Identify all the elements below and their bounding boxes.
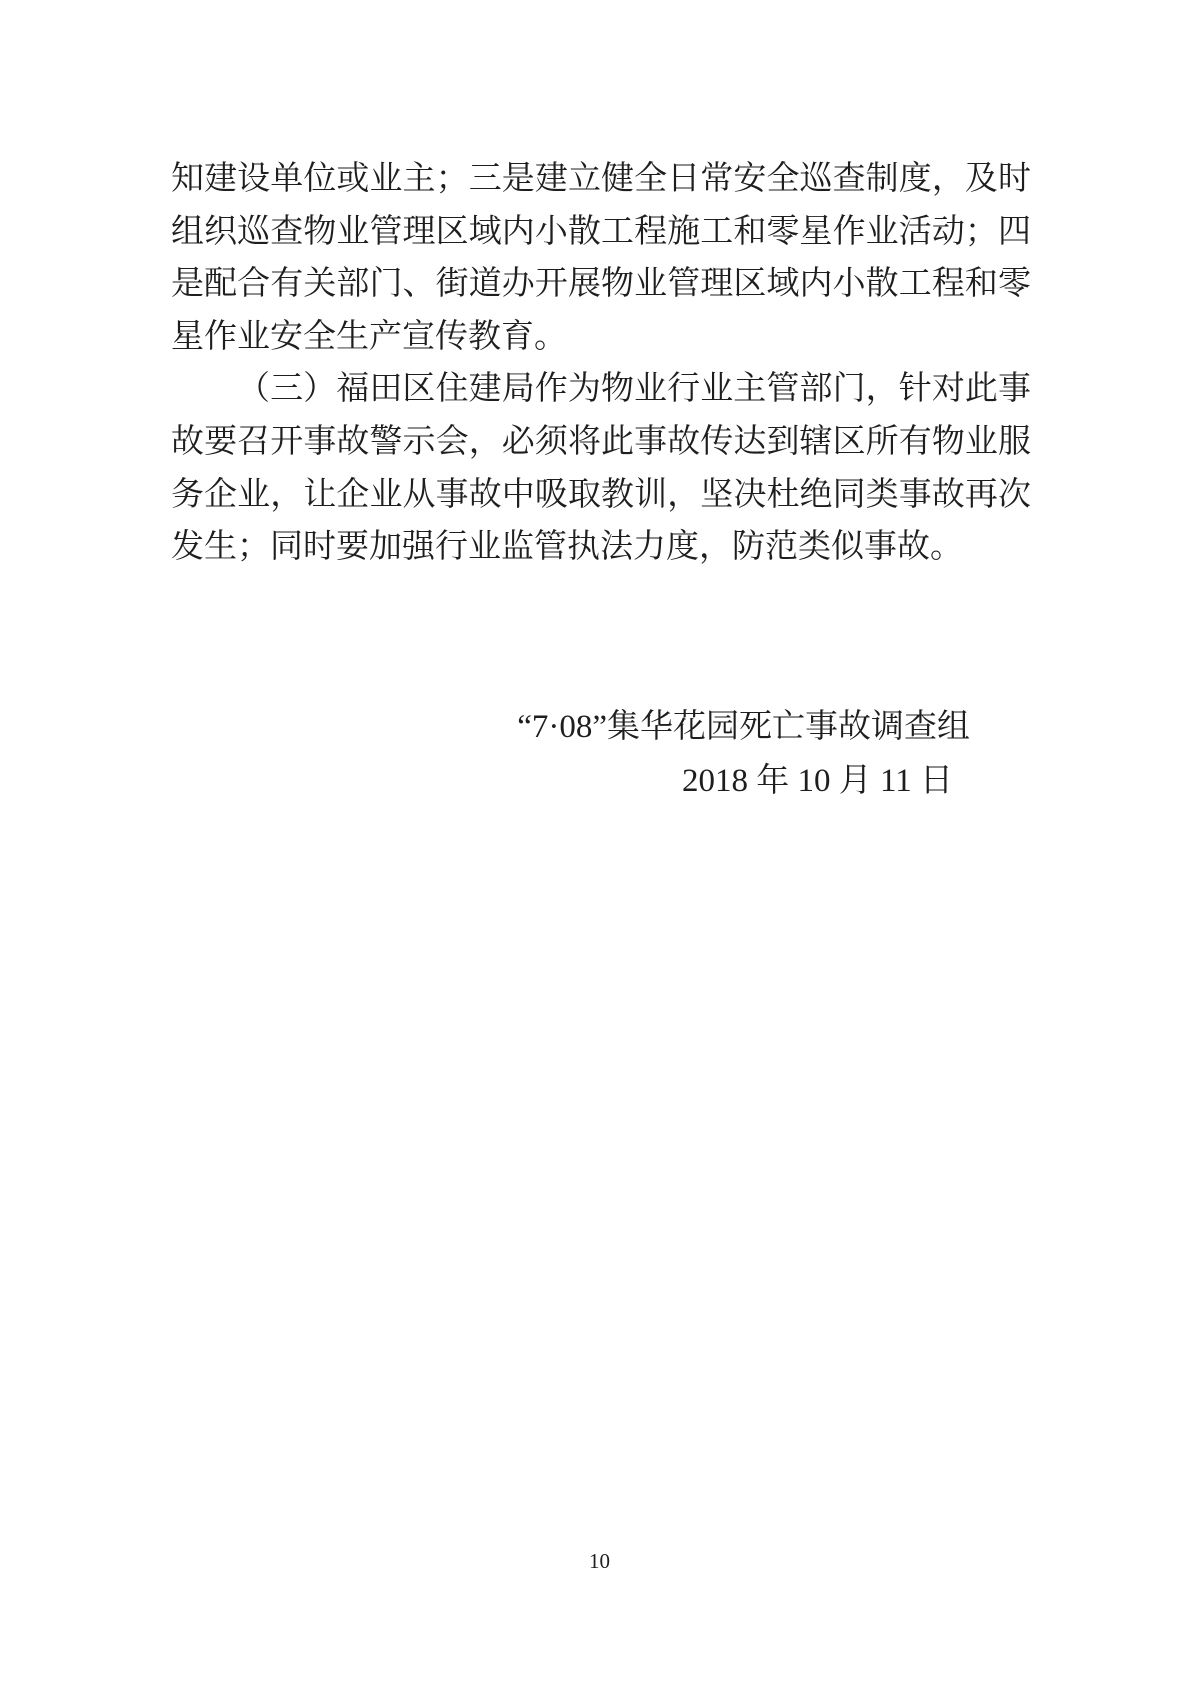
signature-organization: “7·08”集华花园死亡事故调查组 xyxy=(517,709,970,745)
body-text xyxy=(171,153,1031,574)
paragraph: 知建设单位或业主；三是建立健全日常安全巡查制度，及时组织巡查物业管理区域内小散工程施工和零星作业活动；四是配合有关部门、街道办开展物业管理区域内小散工程和零星作业安全生产宣传教育。 xyxy=(171,161,1031,355)
paragraph: （三）福田区住建局作为物业行业主管部门，针对此事故要召开事故警示会，必须将此事故传达到辖区所有物业服务企业，让企业从事故中吸取教训，坚决杜绝同类事故再次发生；同时要加强行业监管执法力度，防范类似事故。 xyxy=(171,371,1031,566)
signature-date: 2018 年 10 月 11 日 xyxy=(681,763,953,799)
page-number: 10 xyxy=(589,1549,610,1573)
